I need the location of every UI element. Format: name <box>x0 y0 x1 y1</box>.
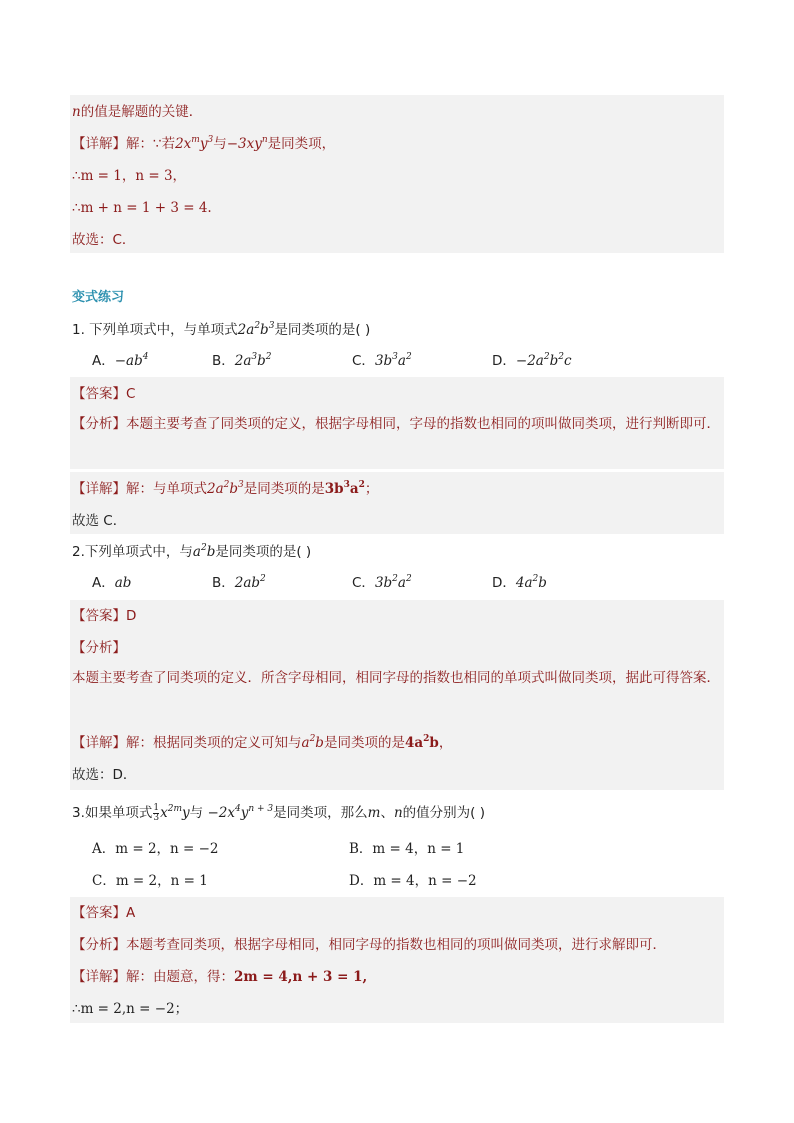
q1-choose: 故选 C． <box>72 513 127 529</box>
q1-stem: 1. 下列单项式中，与单项式$2a^2b^3$是同类项的是( ) <box>72 321 371 338</box>
q3-last: ∴m = 2,n = −2； <box>72 1001 189 1017</box>
q2-stem: 2.下列单项式中，与$a^2b$是同类项的是( ) <box>72 543 312 560</box>
q3-option-b[interactable]: B．m = 4，n = 1 <box>349 841 465 857</box>
q2-option-b[interactable]: B．$2ab^2$ <box>212 574 266 591</box>
q1-detail: 【详解】解：与单项式$2a^2b^3$是同类项的是$3b^3a^2$； <box>72 480 379 497</box>
q2-analysis: 本题主要考查了同类项的定义．所含字母相同，相同字母的指数也相同的单项式叫做同类项，据此可得答案． <box>72 670 720 686</box>
q2-detail: 【详解】解：根据同类项的定义可知与$a^2b$是同类项的是$4a^2b$， <box>72 734 453 751</box>
q3-detail: 【详解】解：由题意，得：2m = 4,n + 3 = 1, <box>72 969 368 985</box>
q3-option-a[interactable]: A．m = 2，n = −2 <box>92 841 219 857</box>
q1-answer: 【答案】C <box>72 386 136 402</box>
q1-option-c[interactable]: C．$3b^3a^2$ <box>352 352 412 369</box>
top-line-2: 【详解】解：∵若$2x^my^3$与$-3xy^n$是同类项， <box>72 135 336 152</box>
q3-option-d[interactable]: D．m = 4，n = −2 <box>349 873 477 889</box>
answer-block-q2 <box>70 600 724 790</box>
top-line-5: 故选：C． <box>72 232 136 248</box>
q2-option-a[interactable]: A．ab <box>92 575 132 591</box>
q3-option-c[interactable]: C．m = 2，n = 1 <box>92 873 208 889</box>
q2-analysis-label: 【分析】 <box>72 640 126 656</box>
q1-option-a[interactable]: A．$-ab^4$ <box>92 352 149 369</box>
q2-choose: 故选：D． <box>72 767 137 783</box>
top-line-4: ∴m + n = 1 + 3 = 4. <box>72 200 212 216</box>
q2-option-d[interactable]: D．$4a^2b$ <box>492 574 547 591</box>
top-line-1: n的值是解题的关键． <box>72 104 203 120</box>
q1-analysis: 【分析】本题主要考查了同类项的定义，根据字母相同，字母的指数也相同的项叫做同类项，进行判断即可． <box>72 416 720 432</box>
section-title: 变式练习 <box>72 290 125 305</box>
q2-answer: 【答案】D <box>72 608 137 624</box>
q3-stem: 3.如果单项式 $\frac{1}{3}$ $x^{2m}y$与 $-2x^4y^{n + 3}$是同类项，那么m、n的值分别为( ) <box>72 802 485 823</box>
q1-option-b[interactable]: B．$2a^3b^2$ <box>212 352 272 369</box>
q3-analysis: 【分析】本题考查同类项，根据字母相同，相同字母的指数也相同的项叫做同类项，进行求解即可． <box>72 937 666 953</box>
q1-option-d[interactable]: D．$-2a^2b^2c$ <box>492 352 572 369</box>
top-line-3: ∴m = 1，n = 3， <box>72 168 187 184</box>
q2-option-c[interactable]: C．$3b^2a^2$ <box>352 574 412 591</box>
q3-answer: 【答案】A <box>72 905 136 921</box>
